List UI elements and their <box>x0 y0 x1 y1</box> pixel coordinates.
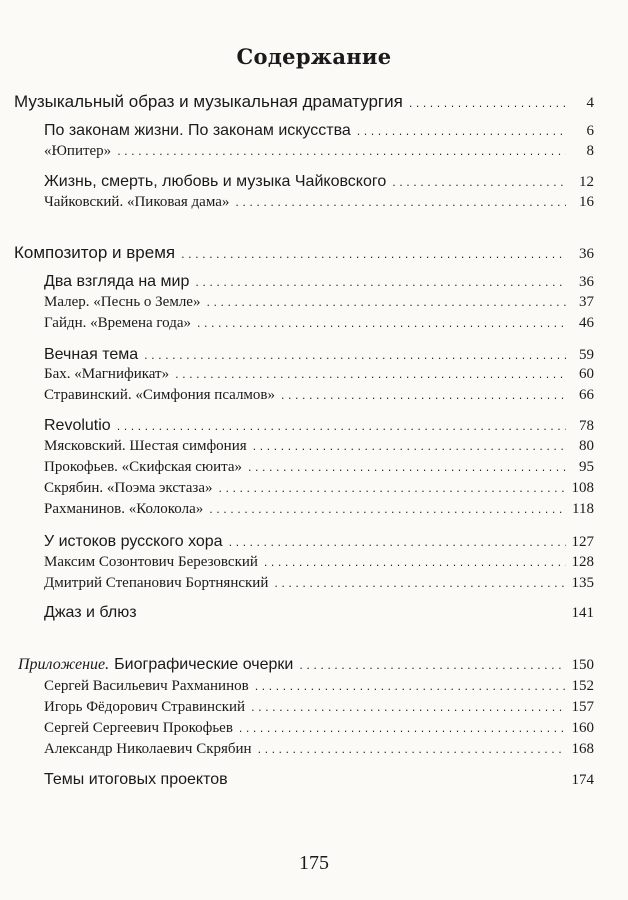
toc-entry-title: Сергей Сергеевич Прокофьев <box>44 720 233 736</box>
toc-entry-title: Биографические очерки <box>114 656 294 673</box>
toc-entry-title: По законам жизни. По законам искусства <box>44 122 351 139</box>
toc-entry-page: 118 <box>572 501 594 517</box>
dot-leader <box>274 577 566 590</box>
toc-entry[interactable] <box>44 366 594 388</box>
toc-entry[interactable] <box>44 194 594 216</box>
appendix-prefix: Приложение. <box>18 656 110 673</box>
toc-entry-page: 108 <box>571 480 594 496</box>
toc-entry-title: Revolutio <box>44 417 111 434</box>
toc-entry-page: 150 <box>571 657 594 673</box>
toc-entry-page: 12 <box>579 174 594 190</box>
toc-entry-page: 128 <box>571 554 594 570</box>
toc-entry[interactable] <box>14 243 594 265</box>
toc-entry[interactable] <box>44 678 594 700</box>
toc-entry[interactable] <box>44 273 594 295</box>
toc-entry-page: 36 <box>579 274 594 290</box>
toc-entry-page: 80 <box>579 438 594 454</box>
dot-leader <box>392 176 566 189</box>
dot-leader <box>264 556 566 569</box>
toc-entry-page: 141 <box>571 605 594 621</box>
toc-entry[interactable] <box>44 459 594 481</box>
toc-entry[interactable] <box>44 122 594 144</box>
dot-leader <box>281 389 566 402</box>
toc-entry-page: 152 <box>571 678 594 694</box>
toc-entry-page: 6 <box>586 123 594 139</box>
toc-entry[interactable] <box>44 438 594 460</box>
dot-leader <box>255 680 566 693</box>
toc-entry-page: 95 <box>579 459 594 475</box>
toc-entry-title: Композитор и время <box>14 243 176 262</box>
page-title: Содержание <box>236 44 392 69</box>
toc-entry-page: 168 <box>571 741 594 757</box>
toc-entry-title: Гайдн. «Времена года» <box>44 315 192 331</box>
dot-leader <box>253 440 566 453</box>
toc-entry[interactable] <box>18 656 594 678</box>
toc-entry[interactable] <box>44 533 594 555</box>
toc-entry-title: У истоков русского хора <box>44 533 223 550</box>
toc-entry[interactable] <box>44 699 594 721</box>
toc-entry[interactable] <box>44 554 594 576</box>
toc-entry[interactable] <box>44 315 594 337</box>
toc-entry-title: Два взгляда на мир <box>44 273 190 290</box>
toc-entry-title: Сергей Васильевич Рахманинов <box>44 678 249 694</box>
toc-entry-title: Максим Созонтович Березовский <box>44 554 258 570</box>
toc-entry-page: 46 <box>579 315 594 331</box>
dot-leader <box>248 461 566 474</box>
toc-entry-page: 36 <box>579 246 594 262</box>
toc-entry-title: Музыкальный образ и музыкальная драматургия <box>14 92 403 111</box>
toc-entry-title: Жизнь, смерть, любовь и музыка Чайковского <box>44 173 387 190</box>
toc-entry[interactable] <box>44 501 594 523</box>
toc-entry-title: Бах. «Магнификат» <box>44 366 170 382</box>
dot-leader <box>181 248 566 261</box>
dot-leader <box>251 701 566 714</box>
dot-leader <box>229 536 566 549</box>
toc-entry-title: Рахманинов. «Колокола» <box>44 501 204 517</box>
toc-entry[interactable] <box>44 294 594 316</box>
toc-entry-title: Джаз и блюз <box>44 604 137 621</box>
toc-entry-page: 37 <box>579 294 594 310</box>
dot-leader <box>258 743 566 756</box>
toc-entry-page: 78 <box>579 418 594 434</box>
toc-entry[interactable] <box>44 173 594 195</box>
dot-leader <box>195 276 566 289</box>
dot-leader <box>175 368 566 381</box>
dot-leader <box>144 349 566 362</box>
toc-entry-title: Прокофьев. «Скифская сюита» <box>44 459 243 475</box>
toc-entry[interactable] <box>14 92 594 114</box>
toc-entry-page: 157 <box>571 699 594 715</box>
toc-entry-page: 16 <box>579 194 594 210</box>
toc-entry[interactable] <box>44 720 594 742</box>
dot-leader <box>299 659 566 672</box>
toc-entry[interactable] <box>44 346 594 368</box>
toc-entry-title: Чайковский. «Пиковая дама» <box>44 194 230 210</box>
toc-entry[interactable] <box>44 143 594 165</box>
toc-entry-title: Малер. «Песнь о Земле» <box>44 294 201 310</box>
toc-entry-title: Дмитрий Степанович Бортнянский <box>44 575 269 591</box>
toc-entry[interactable] <box>44 387 594 409</box>
toc-entry-title: «Юпитер» <box>44 143 112 159</box>
dot-leader <box>409 97 566 110</box>
toc-entry-page: 135 <box>571 575 594 591</box>
toc-entry-title: Мясковский. Шестая симфония <box>44 438 247 454</box>
dot-leader <box>357 125 566 138</box>
toc-entry-title: Вечная тема <box>44 346 139 363</box>
dot-leader <box>117 420 566 433</box>
dot-leader <box>209 503 566 516</box>
toc-entry-page: 8 <box>586 143 594 159</box>
toc-entry-title: Игорь Фёдорович Стравинский <box>44 699 246 715</box>
dot-leader <box>239 722 566 735</box>
toc-entry-title: Стравинский. «Симфония псалмов» <box>44 387 276 403</box>
page-number: 175 <box>299 852 329 874</box>
toc-entry-page: 59 <box>579 347 594 363</box>
dot-leader <box>219 482 567 495</box>
toc-entry[interactable] <box>44 604 594 626</box>
toc-entry-page: 4 <box>586 95 594 111</box>
dot-leader <box>235 196 566 209</box>
toc-entry-title: Александр Николаевич Скрябин <box>44 741 252 757</box>
dot-leader <box>117 145 566 158</box>
toc-entry[interactable] <box>44 480 594 502</box>
toc-entry-page: 127 <box>571 534 594 550</box>
dot-leader <box>206 296 566 309</box>
toc-entry-page: 160 <box>571 720 594 736</box>
toc-entry[interactable] <box>44 575 594 597</box>
toc-entry-title: Темы итоговых проектов <box>44 771 228 788</box>
toc-entry-page: 174 <box>571 772 594 788</box>
toc-entry-title: Скрябин. «Поэма экстаза» <box>44 480 213 496</box>
toc-entry-page: 66 <box>579 387 594 403</box>
dot-leader <box>197 317 566 330</box>
toc-entry[interactable] <box>44 417 594 439</box>
toc-entry[interactable] <box>44 741 594 763</box>
toc-entry[interactable] <box>44 771 594 793</box>
toc-entry-page: 60 <box>579 366 594 382</box>
